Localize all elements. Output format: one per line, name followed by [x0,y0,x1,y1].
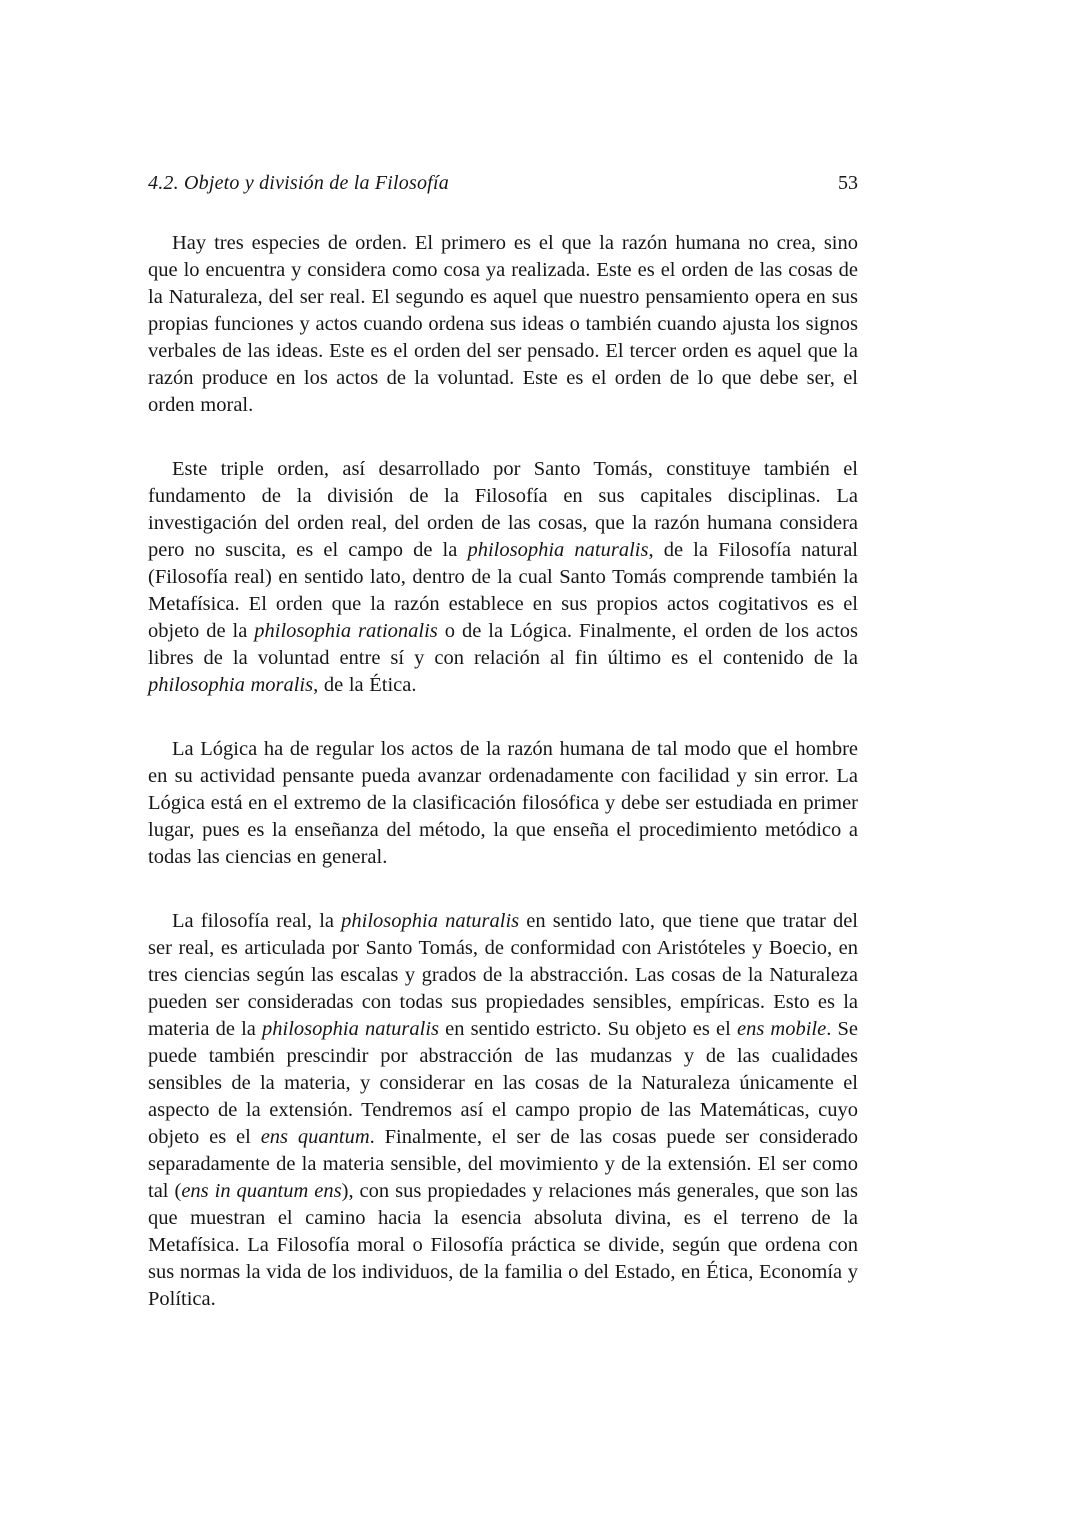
italic-text-run: philosophia naturalis [341,910,520,932]
text-run: , de la Ética. [313,674,417,696]
italic-text-run: philosophia naturalis [467,539,649,561]
text-run: La Lógica ha de regular los actos de la razón humana de tal modo que el hombre en su actividad pensante pueda avanzar ordenadamente con facilidad y sin error. La Lógica está en el extremo de la clasificación filosófica y debe ser estudiada en primer lugar, pues es la enseñanza del método, la que enseña el procedimiento metódico a todas las ciencias en general. [148,738,858,868]
text-run: Este triple orden, así desarrollado por Santo Tomás, constituye también el fundamento de la división de la Filosofía en sus capitales disciplinas. La investigación del orden real, del orden de las cosas, que la razón humana considera pero no suscita, es el campo de la [148,458,858,561]
text-run: en sentido estricto. Su objeto es el [439,1018,737,1040]
italic-text-run: ens in quantum ens [181,1180,342,1202]
text-run: La filosofía real, la [172,910,342,932]
body-text [148,230,858,1313]
italic-text-run: philosophia rationalis [254,620,438,642]
paragraph [148,230,858,419]
paragraph [148,456,858,699]
running-head [148,170,858,196]
text-run: . Se puede también prescindir por abstracción de las mudanzas y de las cualidades sensibles de la materia, y considerar en las cosas de la Naturaleza únicamente el aspecto de la extensión. Tendremos así el campo propio de las Matemáticas, cuyo objeto es el [148,1018,859,1148]
paragraph [148,736,858,871]
italic-text-run: philosophia moralis [148,674,314,696]
text-run: . Finalmente, el ser de las cosas puede ser considerado separadamente de la materia sensible, del movimiento y de la extensión. El ser como tal ( [148,1126,858,1202]
section-heading: 4.2. Objeto y división de la Filosofía [148,172,449,194]
text-run: Hay tres especies de orden. El primero es el que la razón humana no crea, sino que lo encuentra y considera como cosa ya realizada. Este es el orden de las cosas de la Naturaleza, del ser real. El segundo es aquel que nuestro pensamiento opera en sus propias funciones y actos cuando ordena sus ideas o también cuando ajusta los signos verbales de las ideas. Este es el orden del ser pensado. El tercer orden es aquel que la razón produce en los actos de la voluntad. Este es el orden de lo que debe ser, el orden moral. [148,232,858,416]
text-run: en sentido lato, que tiene que tratar del ser real, es articulada por Santo Tomás, de conformidad con Aristóteles y Boecio, en tres ciencias según las escalas y grados de la abstracción. Las cosas de la Naturaleza pueden ser consideradas con todas sus propiedades sensibles, empíricas. Esto es la materia de la [148,910,859,1040]
text-run: ), con sus propiedades y relaciones más generales, que son las que muestran el camino hacia la esencia absoluta divina, es el terreno de la Metafísica. La Filosofía moral o Filosofía práctica se divide, según que ordena con sus normas la vida de los individuos, de la familia o del Estado, en Ética, Economía y Política. [148,1180,858,1310]
italic-text-run: philosophia naturalis [262,1018,440,1040]
text-run: o de la Lógica. Finalmente, el orden de los actos libres de la voluntad entre sí y con relación al fin último es el contenido de la [148,620,858,669]
italic-text-run: ens mobile [736,1018,827,1040]
text-run: , de la Filosofía natural (Filosofía real) en sentido lato, dentro de la cual Santo Tomás comprende también la Metafísica. El orden que la razón establece en sus propios actos cogitativos es el objeto de la [148,539,859,642]
page-number: 53 [838,172,858,194]
italic-text-run: ens quantum [260,1126,370,1148]
paragraph [148,908,858,1313]
